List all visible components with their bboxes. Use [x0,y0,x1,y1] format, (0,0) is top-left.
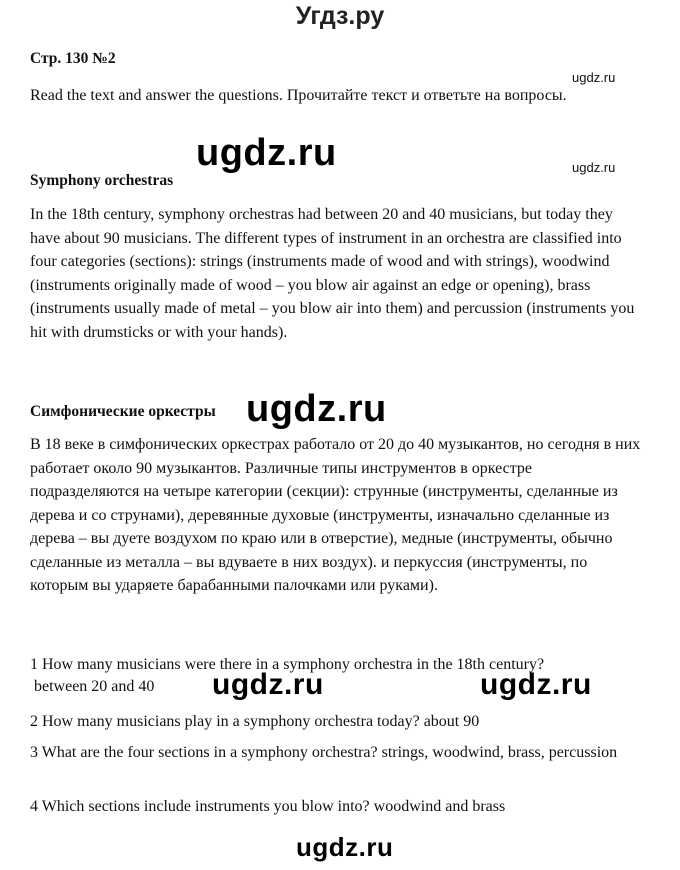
english-heading: Symphony orchestras [30,172,174,189]
watermark-large: ugdz.ru [246,388,387,430]
russian-paragraph: В 18 веке в симфонических оркестрах работало от 20 до 40 музыкантов, но сегодня в них работает около 90 музыкантов. Различные типы инструментов в оркестре подразделяются на четыре категории (секции): струнные (инструменты, сделанные из дерева и со струнами), деревянные духовые (инструменты, изначально сделанные из дерева – вы дуете воздухом по краю или в отверстие), медные (инструменты, обычно сделанные из металла – вы вдуваете в них воздух). и перкуссия (инструменты, по которым вы ударяете барабанными палочками или руками). [30,436,641,594]
question-3: 3 What are the four sections in a symphony orchestra? strings, woodwind, brass, percussion [30,744,618,761]
site-title: Угдз.ру [295,2,385,30]
footer-watermark: ugdz.ru [296,832,394,862]
watermark-small: ugdz.ru [572,70,616,85]
instruction-text: Read the text and answer the questions. Прочитайте текст и ответьте на вопросы. [30,87,567,104]
watermark-large: ugdz.ru [196,132,337,174]
question-4: 4 Which sections include instruments you blow into? woodwind and brass [30,798,506,815]
english-paragraph: In the 18th century, symphony orchestras had between 20 and 40 musicians, but today they have about 90 musicians. The different types of instrument in an orchestra are classified into four categories (sections): strings (instruments made of wood and with strings), woodwind (instruments originally made of wood – you blow air against an edge or opening), brass (instruments usually made of metal – you blow air into them) and percussion (instruments you hit with drumsticks or with your hands). [30,206,635,341]
question-answer: between 20 and 40 [34,678,155,695]
page-reference: Стр. 130 №2 [30,50,116,67]
russian-heading: Симфонические оркестры [30,403,216,420]
question-text: 1 How many musicians were there in a symphony orchestra in the 18th century? [30,656,545,673]
watermark-small: ugdz.ru [572,160,616,175]
watermark-large: ugdz.ru [212,668,324,701]
question-2: 2 How many musicians play in a symphony orchestra today? about 90 [30,713,480,730]
watermark-large: ugdz.ru [480,668,592,701]
